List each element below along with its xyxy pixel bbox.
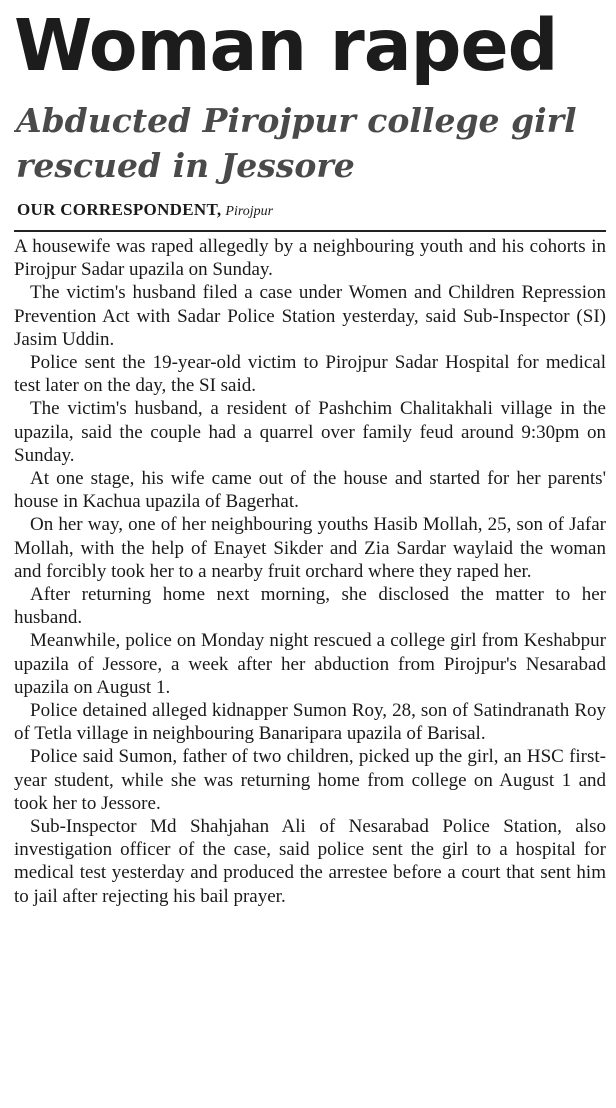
article-paragraph: Police detained alleged kidnapper Sumon Roy, 28, son of Satindranath Roy of Tetla village in neighbouring Banaripara upazila of Barisal.	[14, 700, 606, 745]
article-paragraph: Police said Sumon, father of two children, picked up the girl, an HSC first-year student, while she was returning home from college on August 1 and took her to Jessore.	[14, 746, 606, 814]
byline-divider	[14, 230, 606, 232]
article-paragraph: Sub-Inspector Md Shahjahan Ali of Nesarabad Police Station, also investigation officer of the case, said police sent the girl to a hospital for medical test yesterday and produced the arrestee before a court that sent him to jail after rejecting his bail prayer.	[14, 816, 606, 907]
byline	[17, 198, 606, 224]
article-paragraph: The victim's husband filed a case under Women and Children Repression Prevention Act with Sadar Police Station yesterday, said Sub-Inspector (SI) Jasim Uddin.	[14, 282, 606, 350]
headline: Woman raped	[14, 4, 558, 87]
article-paragraph: The victim's husband, a resident of Pashchim Chalitakhali village in the upazila, said the couple had a quarrel over family feud around 9:30pm on Sunday.	[14, 398, 606, 466]
subheadline: Abducted Pirojpur college girl rescued in Jessore	[16, 101, 577, 185]
article-body	[14, 235, 606, 908]
article-paragraph: Police sent the 19-year-old victim to Pirojpur Sadar Hospital for medical test later on the day, the SI said.	[14, 352, 606, 397]
byline-author: OUR CORRESPONDENT,	[17, 200, 222, 219]
article-paragraph: Meanwhile, police on Monday night rescued a college girl from Keshabpur upazila of Jessore, a week after her abduction from Pirojpur's Nesarabad upazila on August 1.	[14, 630, 606, 698]
article-paragraph: After returning home next morning, she disclosed the matter to her husband.	[14, 584, 606, 629]
article-paragraph: A housewife was raped allegedly by a neighbouring youth and his cohorts in Pirojpur Sadar upazila on Sunday.	[14, 236, 606, 281]
article-paragraph: At one stage, his wife came out of the house and started for her parents' house in Kachua upazila of Bagerhat.	[14, 468, 606, 513]
news-article	[14, 0, 606, 1108]
article-paragraph: On her way, one of her neighbouring youths Hasib Mollah, 25, son of Jafar Mollah, with the help of Enayet Sikder and Zia Sardar waylaid the woman and forcibly took her to a nearby fruit orchard where they raped her.	[14, 514, 606, 582]
byline-location: Pirojpur	[225, 204, 274, 219]
